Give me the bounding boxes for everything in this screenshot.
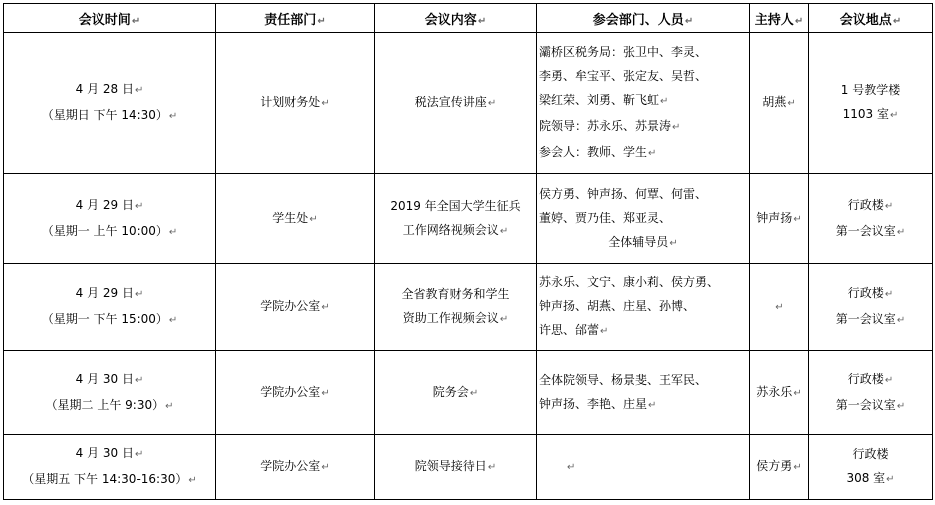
para-mark: ↵ <box>499 314 509 325</box>
content-cell <box>375 33 537 174</box>
location-text: 行政楼 <box>847 286 884 300</box>
time-cell <box>4 351 216 435</box>
meeting-date <box>6 193 213 219</box>
header-dept-mark: ↵ <box>317 15 326 27</box>
attendees-line <box>539 368 747 392</box>
location-line <box>811 78 930 102</box>
meeting-date <box>6 441 213 467</box>
header-attendees <box>537 4 750 33</box>
content-cell <box>375 264 537 351</box>
para-mark: ↵ <box>321 462 330 473</box>
location-text: 行政楼 <box>852 447 889 461</box>
date-text: 4 月 29 日 <box>75 286 134 300</box>
para-mark: ↵ <box>134 289 144 300</box>
location-text: 308 室 <box>846 471 886 485</box>
attendees-cell <box>537 351 750 435</box>
content-cell <box>375 174 537 264</box>
header-host <box>750 4 809 33</box>
meeting-schedule-table <box>3 3 933 500</box>
attendees-text: 苏永乐、文宁、康小莉、侯方勇、 <box>539 275 720 289</box>
attendees-text: 钟声扬、胡燕、庄星、孙博、 <box>539 299 696 313</box>
time-cell <box>4 174 216 264</box>
content-line <box>377 218 534 244</box>
meeting-date <box>6 281 213 307</box>
meeting-date <box>6 367 213 393</box>
table-row <box>4 435 933 500</box>
attendees-line <box>539 114 747 140</box>
date-text: 4 月 30 日 <box>75 446 134 460</box>
header-location <box>809 4 933 33</box>
content-cell <box>375 435 537 500</box>
location-line <box>811 466 930 492</box>
attendees-line <box>539 270 747 294</box>
para-mark: ↵ <box>168 315 178 326</box>
para-mark: ↵ <box>793 387 802 399</box>
para-mark: ↵ <box>660 96 669 107</box>
para-mark: ↵ <box>487 462 497 473</box>
attendees-text: 侯方勇、钟声扬、何覃、何雷、 <box>539 186 708 201</box>
header-content <box>375 4 537 33</box>
location-cell <box>809 435 933 500</box>
attendees-text: 钟声扬、李艳、庄星 <box>539 396 648 411</box>
header-time-label: 会议时间 <box>78 12 131 28</box>
host-cell <box>750 33 809 174</box>
para-mark: ↵ <box>669 237 678 249</box>
para-mark: ↵ <box>134 85 144 96</box>
content-text: 工作网络视频会议 <box>402 222 499 237</box>
attendees-line <box>539 40 747 64</box>
meeting-weekday-time <box>6 467 213 493</box>
dept-text: 学院办公室 <box>260 299 321 313</box>
attendees-cell <box>537 174 750 264</box>
table-row <box>4 351 933 435</box>
content-text: 院务会 <box>432 384 469 399</box>
host-text: 胡燕 <box>762 95 787 109</box>
location-cell <box>809 33 933 174</box>
header-content-label: 会议内容 <box>424 12 477 28</box>
attendees-line <box>539 318 747 344</box>
host-cell <box>750 264 809 351</box>
para-mark: ↵ <box>134 200 144 212</box>
host-text: 苏永乐 <box>756 384 793 399</box>
para-mark: ↵ <box>889 110 899 121</box>
para-mark: ↵ <box>469 387 479 399</box>
para-mark: ↵ <box>896 315 906 326</box>
attendees-text: 全体院领导、杨景斐、王军民、 <box>539 372 708 387</box>
date-text: 4 月 30 日 <box>75 371 134 386</box>
location-text: 行政楼 <box>847 197 884 212</box>
location-line <box>811 102 930 128</box>
para-mark: ↵ <box>884 200 894 212</box>
para-mark: ↵ <box>896 226 906 238</box>
time-cell <box>4 33 216 174</box>
attendees-line <box>539 64 747 88</box>
para-mark: ↵ <box>600 326 609 337</box>
dept-cell <box>216 435 375 500</box>
dept-text: 学院办公室 <box>260 384 321 399</box>
header-location-label: 会议地点 <box>839 12 892 28</box>
location-text: 第一会议室 <box>835 223 896 238</box>
para-mark: ↵ <box>168 226 178 238</box>
host-text: 钟声扬 <box>756 210 793 225</box>
attendees-cell <box>537 435 750 500</box>
content-cell <box>375 351 537 435</box>
para-mark: ↵ <box>672 122 681 133</box>
meeting-weekday-time <box>6 307 213 333</box>
meeting-weekday-time <box>6 219 213 245</box>
para-mark: ↵ <box>896 400 906 412</box>
location-text: 第一会议室 <box>835 397 896 412</box>
para-mark: ↵ <box>321 302 330 313</box>
location-cell <box>809 264 933 351</box>
para-mark: ↵ <box>886 474 895 485</box>
location-cell <box>809 351 933 435</box>
dept-text: 学院办公室 <box>260 459 321 473</box>
attendees-text: 梁红荣、刘勇、靳飞虹 <box>539 93 660 107</box>
attendees-text: 院领导：苏永乐、苏景涛 <box>539 119 672 133</box>
dept-cell <box>216 174 375 264</box>
header-location-mark: ↵ <box>892 15 902 27</box>
para-mark: ↵ <box>787 98 796 109</box>
location-text: 1103 室 <box>842 107 889 121</box>
para-mark: ↵ <box>499 225 509 237</box>
table-row <box>4 174 933 264</box>
meeting-weekday-time <box>6 103 213 129</box>
content-text: 税法宣传讲座 <box>414 95 487 109</box>
attendees-text: 灞桥区税务局：张卫中、李灵、 <box>539 45 708 59</box>
location-line <box>811 281 930 307</box>
location-line <box>811 367 930 393</box>
dept-text: 学生处 <box>272 210 309 225</box>
dept-cell <box>216 351 375 435</box>
para-mark: ↵ <box>775 302 784 313</box>
para-mark: ↵ <box>793 462 802 473</box>
meeting-weekday-time <box>6 393 213 419</box>
para-mark: ↵ <box>188 475 197 486</box>
header-dept-label: 责任部门 <box>264 12 317 28</box>
attendees-cell <box>537 33 750 174</box>
content-line <box>377 194 534 218</box>
header-attendees-label: 参会部门、人员 <box>592 12 684 28</box>
content-text: 院领导接待日 <box>414 459 487 473</box>
header-attendees-mark: ↵ <box>684 15 694 27</box>
attendees-line <box>539 182 747 206</box>
header-row <box>4 4 933 33</box>
para-mark: ↵ <box>648 399 657 411</box>
when-text: （星期日 下午 14:30） <box>41 108 168 122</box>
header-content-mark: ↵ <box>477 15 487 27</box>
when-text: （星期二 上午 9:30） <box>45 397 165 412</box>
date-text: 4 月 28 日 <box>75 82 134 96</box>
host-text: 侯方勇 <box>756 459 793 473</box>
host-cell <box>750 174 809 264</box>
location-text: 行政楼 <box>847 371 884 386</box>
attendees-text: 李勇、牟宝平、张定友、吴哲、 <box>539 69 708 83</box>
location-cell <box>809 174 933 264</box>
attendees-line <box>539 294 747 318</box>
dept-text: 计划财务处 <box>260 95 321 109</box>
para-mark: ↵ <box>168 111 178 122</box>
host-cell <box>750 435 809 500</box>
para-mark: ↵ <box>567 462 576 473</box>
attendees-cell <box>537 264 750 351</box>
header-time-mark: ↵ <box>131 15 141 27</box>
table-row <box>4 264 933 351</box>
para-mark: ↵ <box>884 289 894 300</box>
attendees-text: 参会人：教师、学生 <box>539 145 648 159</box>
time-cell <box>4 435 216 500</box>
location-line <box>811 307 930 333</box>
content-text: 资助工作视频会议 <box>402 311 499 325</box>
para-mark: ↵ <box>134 449 144 460</box>
attendees-text: 全体辅导员 <box>608 234 669 249</box>
when-text: （星期一 上午 10:00） <box>41 223 168 238</box>
para-mark: ↵ <box>134 374 144 386</box>
dept-cell <box>216 33 375 174</box>
para-mark: ↵ <box>165 400 174 412</box>
para-mark: ↵ <box>487 98 497 109</box>
content-line <box>377 306 534 332</box>
para-mark: ↵ <box>884 374 894 386</box>
attendees-line <box>539 88 747 114</box>
header-time <box>4 4 216 33</box>
when-text: （星期五 下午 14:30-16:30） <box>22 472 188 486</box>
para-mark: ↵ <box>309 213 318 225</box>
para-mark: ↵ <box>793 213 802 225</box>
content-text: 全省教育财务和学生 <box>401 287 510 301</box>
header-dept <box>216 4 375 33</box>
dept-cell <box>216 264 375 351</box>
location-text: 1 号教学楼 <box>840 83 901 97</box>
location-line <box>811 219 930 245</box>
location-line <box>811 393 930 419</box>
attendees-line <box>539 230 747 256</box>
attendees-text: 许思、邰蕾 <box>539 323 600 337</box>
location-line <box>811 442 930 466</box>
host-cell <box>750 351 809 435</box>
table-row <box>4 33 933 174</box>
para-mark: ↵ <box>648 148 657 159</box>
content-line <box>377 282 534 306</box>
para-mark: ↵ <box>321 98 330 109</box>
attendees-line <box>539 392 747 418</box>
attendees-line <box>539 206 747 230</box>
para-mark: ↵ <box>321 387 330 399</box>
content-text: 2019 年全国大学生征兵 <box>390 198 521 213</box>
date-text: 4 月 29 日 <box>75 197 134 212</box>
time-cell <box>4 264 216 351</box>
attendees-line <box>539 140 747 166</box>
attendees-text: 董婷、贾乃佳、郑亚灵、 <box>539 210 672 225</box>
header-host-label: 主持人 <box>754 12 794 28</box>
when-text: （星期一 下午 15:00） <box>41 312 168 326</box>
location-line <box>811 193 930 219</box>
header-host-mark: ↵ <box>794 15 804 27</box>
location-text: 第一会议室 <box>835 312 896 326</box>
meeting-date <box>6 77 213 103</box>
